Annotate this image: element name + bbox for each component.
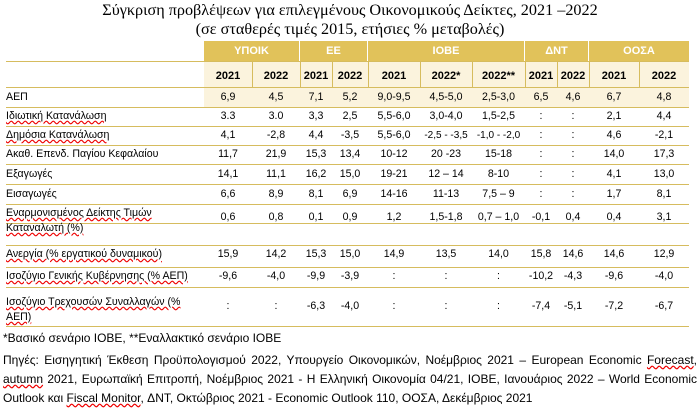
row-rule <box>6 87 689 88</box>
table-cell: : <box>539 188 543 200</box>
row-label: Εξαγωγές <box>6 168 53 180</box>
year-header: 2021 <box>601 70 627 82</box>
table-cell: 14-16 <box>380 188 408 200</box>
table-cell: -7,4 <box>531 300 551 312</box>
table-cell: 13,4 <box>339 148 361 160</box>
table-cell: -9,6 <box>218 270 238 282</box>
row-rule <box>6 184 689 185</box>
table-cell: 9,0-9,5 <box>377 91 411 103</box>
table-cell: -2,8 <box>266 129 286 141</box>
column-divider <box>368 61 369 87</box>
row-label-text: Ανεργία (% εργατικού δυναμικού) <box>6 248 162 260</box>
row-label <box>6 295 198 325</box>
sources-text: , ΔΝΤ, Οκτώβριος 2021 - Economic Outlook 110, ΟΟΣΑ, Δεκέμβριος 2021 <box>140 391 533 405</box>
table-cell: 3,0-4,0 <box>429 110 463 122</box>
table-cell: 14,9 <box>383 248 405 260</box>
table-cell: 12,9 <box>653 248 675 260</box>
row-rule <box>6 245 689 246</box>
table-cell: 6,5 <box>533 91 549 103</box>
table-row <box>6 269 689 284</box>
table-cell: 5,5-6,0 <box>377 110 411 122</box>
table-cell: 4,1 <box>606 168 622 180</box>
row-rule <box>6 204 689 205</box>
table-cell: 0,9 <box>342 211 358 223</box>
table-row <box>6 167 689 182</box>
table-cell: : <box>392 300 396 312</box>
table-cell: 4,5 <box>268 91 284 103</box>
table-cell: 7,5 – 9 <box>482 188 515 200</box>
table-cell: 14,1 <box>217 168 239 180</box>
table-cell: 15,0 <box>339 248 361 260</box>
row-label: Ακαθ. Επενδ. Παγίου Κεφαλαίου <box>6 148 159 160</box>
table-cell: 14,0 <box>603 148 625 160</box>
table-cell: : <box>226 300 230 312</box>
table-cell: : <box>571 188 575 200</box>
group-header-dnt: ΔΝΤ <box>525 41 588 61</box>
table-cell: : <box>497 300 500 312</box>
row-label-text: Ισοζύγιο Τρεχουσών Συναλλαγών (% ΑΕΠ) <box>6 296 181 323</box>
sources-paragraph <box>3 351 697 408</box>
table-cell: 0,6 <box>220 211 236 223</box>
sources-text: Forecast <box>646 353 694 367</box>
year-header: 2022* <box>431 70 461 82</box>
table-cell: -9,6 <box>604 270 624 282</box>
column-divider <box>252 61 253 87</box>
table-cell: -4,3 <box>563 270 583 282</box>
table-cell: 4,4 <box>308 129 324 141</box>
table-cell: : <box>539 129 543 141</box>
table-cell: 5,2 <box>342 91 358 103</box>
table-cell: -3,5 <box>340 129 360 141</box>
table-cell: : <box>539 110 543 122</box>
table-row <box>6 295 689 325</box>
table-cell: -1,0 - -2,0 <box>476 130 521 141</box>
row-label <box>6 206 196 236</box>
table-cell: -0,1 <box>531 211 551 223</box>
table-cell: 8,1 <box>656 188 672 200</box>
footnote: *Βασικό σενάριο ΙΟΒΕ, **Εναλλακτικό σενάριο ΙΟΒΕ <box>3 331 282 345</box>
table-cell: 8,1 <box>308 188 324 200</box>
year-header: 2021 <box>381 70 407 82</box>
column-divider <box>639 61 640 87</box>
table-cell: 20 -23 <box>430 148 462 160</box>
row-label-text: Δημόσια Κατανάλωση <box>6 129 110 141</box>
year-header: 2022 <box>337 70 363 82</box>
table-row <box>6 187 689 202</box>
table-cell: 15,9 <box>217 248 239 260</box>
group-header-ee: ΕΕ <box>300 41 367 61</box>
sources-text: Fiscal Monitor <box>66 391 141 405</box>
table-cell: -4,0 <box>340 300 360 312</box>
table-cell: 3.3 <box>220 110 236 122</box>
row-rule <box>6 61 689 62</box>
table-cell: 1,5-1,8 <box>429 211 463 223</box>
row-label <box>6 109 206 124</box>
table-cell: 15,3 <box>305 148 327 160</box>
table-cell: 15,3 <box>305 248 327 260</box>
table-cell: 0,4 <box>606 211 622 223</box>
year-header: 2022** <box>481 70 516 82</box>
year-header: 2021 <box>528 70 554 82</box>
sources-text: 2021, Ευρωπαϊκή Επιτροπή, Νοέμβριος 2021 - Η Ελληνική Οικονομία 04/21, ΙΟΒΕ, Ιανουάριος 2022 – World Economic Outlook και <box>3 372 697 405</box>
table-cell: -3,9 <box>340 270 360 282</box>
table-cell: : <box>444 270 448 282</box>
table-cell: 0,7 – 1,0 <box>477 211 520 223</box>
table-cell: : <box>539 168 543 180</box>
row-label-text: Εναρμονισμένος Δείκτης Τιμών Καταναλωτή (%) <box>6 207 152 234</box>
table-cell: : <box>392 270 396 282</box>
table-cell: 6,6 <box>220 188 236 200</box>
table-cell: 13,5 <box>435 248 457 260</box>
row-rule <box>6 145 689 146</box>
row-label-text: Ισοζύγιο Γενικής Κυβέρνησης (% ΑΕΠ) <box>6 270 188 282</box>
column-divider <box>589 61 590 87</box>
row-rule <box>6 164 689 165</box>
table-row <box>6 147 689 162</box>
row-label-text: Ιδιωτική Κατανάλωση <box>6 110 107 122</box>
row-label <box>6 247 206 262</box>
table-cell: 1,5-2,5 <box>482 110 515 122</box>
table-cell: 17,3 <box>653 148 675 160</box>
table-cell: 19-21 <box>380 168 408 180</box>
table-row <box>6 109 689 124</box>
table-cell: 4,6 <box>565 91 581 103</box>
table-cell: 4,4 <box>656 110 672 122</box>
table-cell: -6,7 <box>654 300 674 312</box>
table-cell: 12 – 14 <box>428 168 464 180</box>
table-cell: 14,0 <box>488 248 509 260</box>
table-row <box>6 90 689 105</box>
table-cell: 0,4 <box>565 211 581 223</box>
table-cell: 5,5-6,0 <box>377 129 411 141</box>
table-cell: -2,5 - -3,5 <box>424 130 468 141</box>
table-cell: 11,1 <box>266 168 286 180</box>
table-cell: : <box>444 300 448 312</box>
row-label <box>6 128 206 143</box>
group-header-iobe: ΙΟΒΕ <box>368 41 524 61</box>
table-row <box>6 128 689 143</box>
table-subtitle: (σε σταθερές τιμές 2015, ετήσιες % μεταβολές) <box>195 20 505 38</box>
row-label: Εισαγωγές <box>6 188 57 200</box>
group-header-oosa: ΟΟΣΑ <box>589 41 689 61</box>
table-cell: : <box>497 270 500 282</box>
table-row <box>6 206 689 240</box>
table-cell: -5,1 <box>563 300 583 312</box>
table-cell: 21,9 <box>265 148 287 160</box>
table-cell: -9,9 <box>306 270 326 282</box>
table-cell: -4,0 <box>654 270 674 282</box>
table-cell: 4,1 <box>220 129 236 141</box>
table-cell: -7,2 <box>604 300 624 312</box>
row-rule <box>6 267 689 268</box>
table-row <box>6 247 689 262</box>
table-cell: : <box>571 110 575 122</box>
table-cell: 14,2 <box>265 248 287 260</box>
column-divider <box>557 61 558 87</box>
table-cell: 14,6 <box>603 248 625 260</box>
year-header: 2022 <box>263 70 289 82</box>
column-divider <box>300 61 301 87</box>
row-label <box>6 269 206 284</box>
sources-text: autumn <box>3 372 44 386</box>
table-cell: -2,1 <box>654 129 674 141</box>
table-cell: 8-10 <box>487 168 510 180</box>
table-cell: 3.0 <box>268 110 284 122</box>
table-cell: 4,8 <box>656 91 672 103</box>
row-rule <box>6 326 689 327</box>
table-cell: 3,3 <box>308 110 324 122</box>
table-cell: : <box>274 300 278 312</box>
row-label: ΑΕΠ <box>6 91 28 103</box>
table-cell: : <box>571 168 575 180</box>
table-cell: 0,1 <box>308 211 324 223</box>
table-cell: 0,8 <box>268 211 284 223</box>
table-cell: : <box>571 129 575 141</box>
table-cell: 13,0 <box>653 168 675 180</box>
table-cell: 11,7 <box>218 148 238 160</box>
table-cell: 6,9 <box>342 188 358 200</box>
row-rule <box>6 107 689 108</box>
column-divider <box>420 61 421 87</box>
sources-text: Πηγές: Εισηγητική Έκθεση Προϋπολογισμού 2022, Υπουργείο Οικονομικών, Νοέμβριος 2021 – European Economic <box>3 353 647 367</box>
table-cell: 8,9 <box>268 188 284 200</box>
year-header: 2022 <box>560 70 586 82</box>
table-cell: 11-13 <box>432 188 460 200</box>
group-header-ypoik: ΥΠΟΙΚ <box>204 41 299 61</box>
table-cell: 4,5-5,0 <box>429 91 463 103</box>
table-cell: 2,5 <box>342 110 358 122</box>
table-cell: -6,3 <box>306 300 326 312</box>
table-cell: 10-12 <box>380 148 408 160</box>
table-cell: 6,9 <box>220 91 236 103</box>
row-rule <box>6 287 689 288</box>
table-cell: 1,7 <box>606 188 622 200</box>
table-cell: 15,0 <box>339 168 361 180</box>
table-cell: 15-18 <box>484 148 513 160</box>
year-header: 2021 <box>303 70 329 82</box>
table-cell: 16,2 <box>305 168 327 180</box>
table-cell: 15,8 <box>530 248 552 260</box>
column-divider <box>472 61 473 87</box>
column-divider <box>525 61 526 87</box>
year-header: 2022 <box>651 70 677 82</box>
table-cell: 2,1 <box>606 110 622 122</box>
table-cell: : <box>539 148 543 160</box>
table-title: Σύγκριση προβλέψεων για επιλεγμένους Οικονομικούς Δείκτες, 2021 –2022 <box>102 1 598 19</box>
year-header: 2021 <box>215 70 241 82</box>
table-cell: 14,6 <box>562 248 584 260</box>
table-cell: -4,0 <box>266 270 286 282</box>
table-cell: 7,1 <box>308 91 324 103</box>
table-cell: 2,5-3,0 <box>482 91 515 103</box>
sources-text: , <box>693 353 697 367</box>
table-cell: 1,2 <box>386 211 402 223</box>
table-cell: -10,2 <box>528 270 554 282</box>
row-rule <box>6 126 689 127</box>
table-cell: 4,6 <box>606 129 622 141</box>
table-cell: 3,1 <box>656 211 672 223</box>
table-cell: : <box>571 148 575 160</box>
column-divider <box>332 61 333 87</box>
table-cell: 6,7 <box>606 91 622 103</box>
